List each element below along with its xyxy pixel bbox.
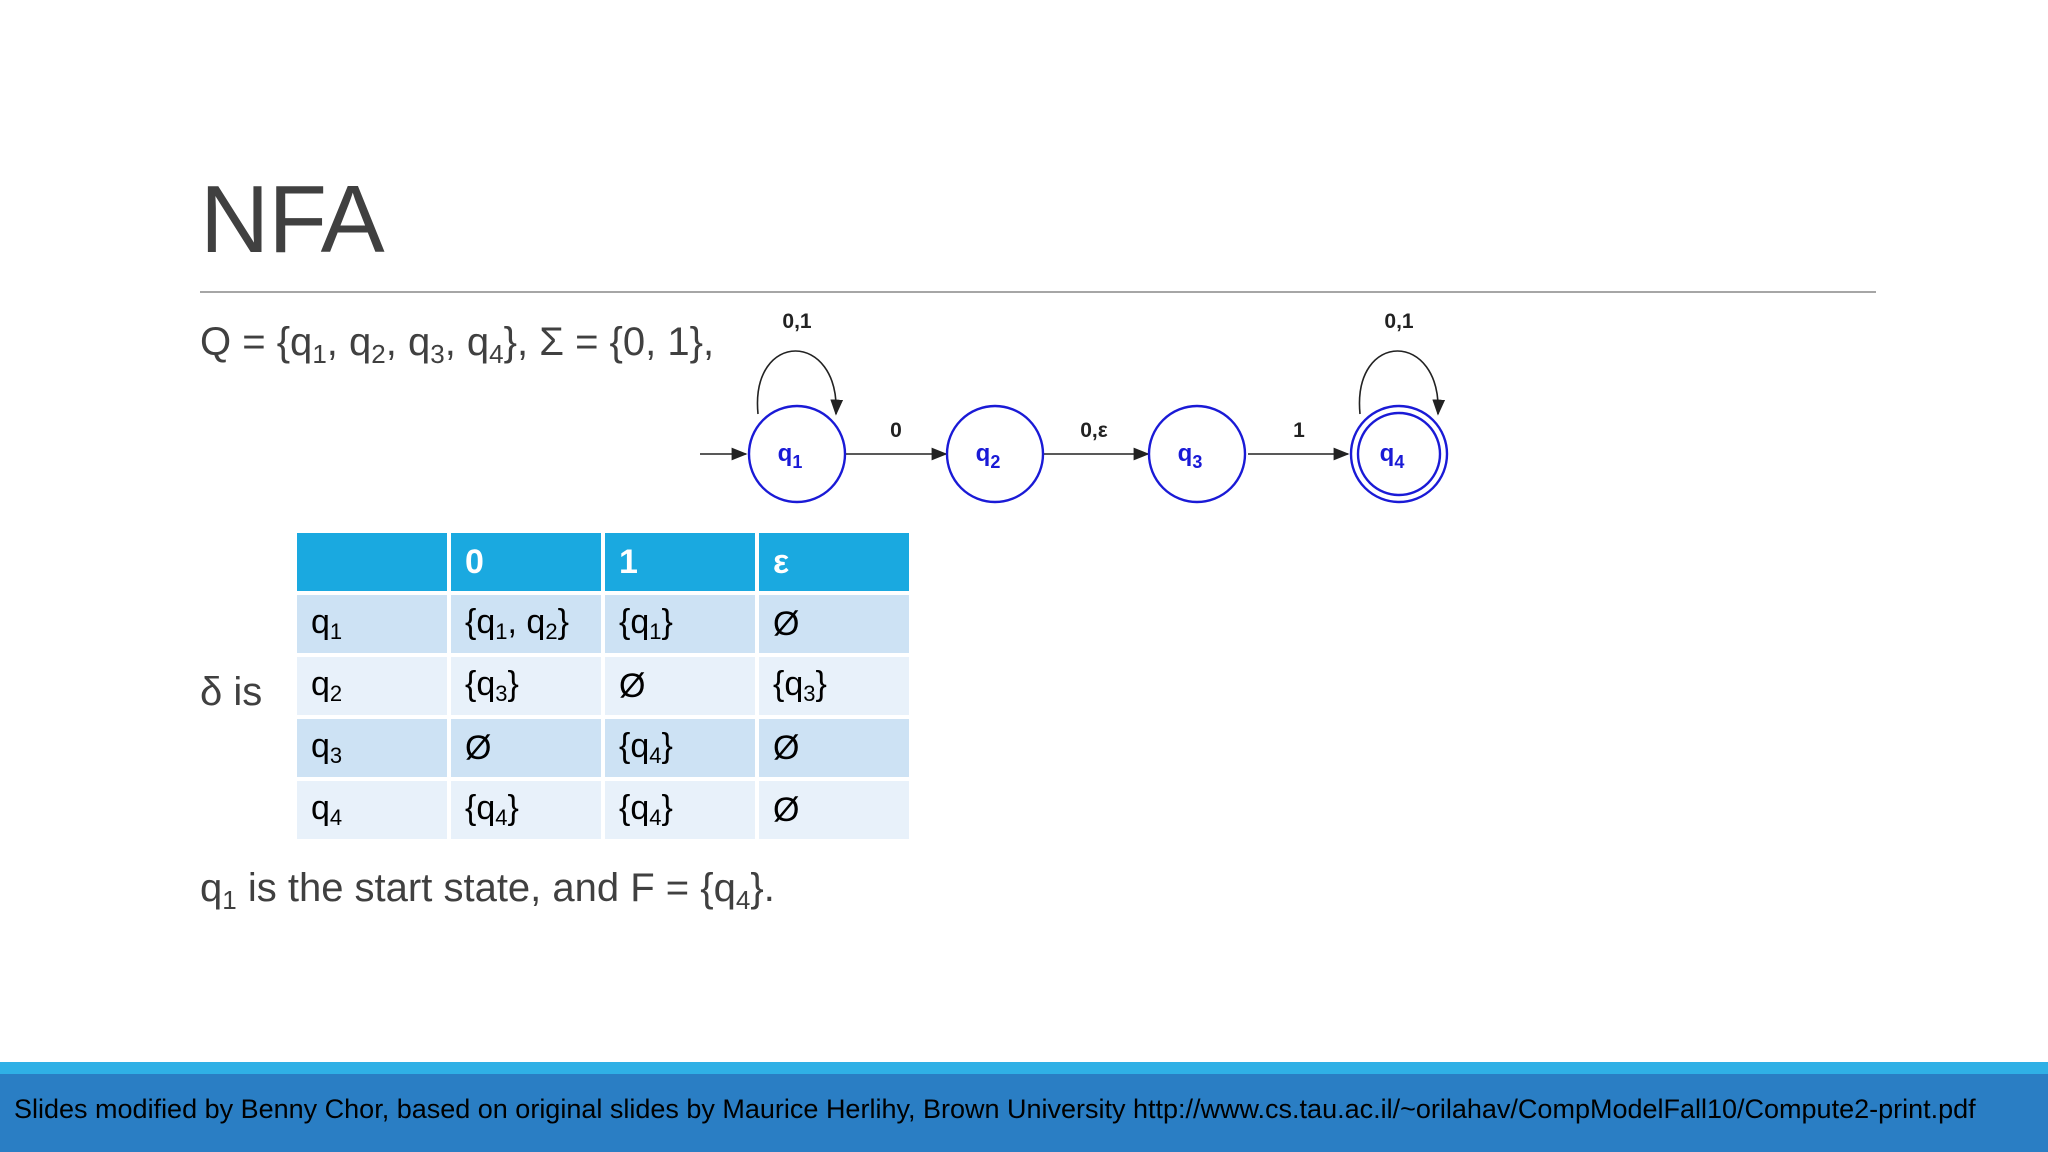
state-name: q [1177,440,1193,467]
title-divider [200,291,1876,293]
qdef-text: Q = {q [200,320,313,364]
table-cell: $\{q_3\}$ [451,657,601,715]
start-text: is the start state, and F = {q [236,866,736,910]
nfa-state-diagram [690,300,1470,520]
table-cell-state: $q_3$ [297,719,447,777]
start-text: q [200,866,223,910]
table-cell: $\{q_4\}$ [605,719,755,777]
table-header-cell: 1 [605,533,755,591]
table-header-cell: ε [759,533,909,591]
transition-label-q2-q3: 0,ε [1080,419,1108,442]
table-header-cell [297,533,447,591]
qdef-sub: 2 [371,339,386,369]
transition-label-q1-q2: 0 [890,419,902,442]
qdef-sub: 1 [312,339,327,369]
self-loop-q4 [1359,351,1438,414]
start-sub: 1 [222,885,237,915]
footer-bar [0,1074,2048,1152]
table-cell: Ø [451,719,601,777]
state-sub: 3 [1192,452,1203,472]
state-q1 [749,406,845,502]
start-sub: 4 [735,885,751,915]
loop-label-q4: 0,1 [1384,310,1414,333]
state-sub: 1 [792,452,803,472]
state-q2 [947,406,1043,502]
state-q4-accepting [1351,406,1447,502]
qdef-sub: 4 [489,339,504,369]
table-cell: Ø [759,719,909,777]
table-cell-state: $q_4$ [297,781,447,839]
state-sub: 4 [1394,452,1405,472]
table-cell: {$q_1$, $q_2$} [451,595,601,653]
table-row [297,595,909,653]
start-text: }. [750,866,775,910]
loop-label-q1: 0,1 [782,310,812,333]
table-cell: $\{q_4\}$ [451,781,601,839]
qdef-text: , q [326,320,372,364]
table-cell: Ø [759,781,909,839]
delta-label: δ is [200,670,263,714]
table-header-cell: 0 [451,533,601,591]
qdef-text: , q [444,320,490,364]
table-cell: $\{q_1\}$ [605,595,755,653]
transition-label-q3-q4: 1 [1293,419,1305,442]
table-cell: Ø [605,657,755,715]
state-sub: 2 [990,452,1001,472]
qdef-text: }, Σ = {0, 1}, [503,320,715,364]
slide-title: NFA [200,166,384,273]
self-loop-q1 [757,351,836,414]
state-name: q [777,440,793,467]
table-cell-state: $q_1$ [297,595,447,653]
transition-table [293,529,913,843]
footer-attribution: Slides modified by Benny Chor, based on original slides by Maurice Herlihy, Brown University http://www.cs.tau.ac.il/~orilahav/CompModelFall10/Compute2-print.pdf [14,1094,1976,1124]
table-row [297,781,909,839]
state-q3 [1149,406,1245,502]
table-cell: Ø [759,595,909,653]
footer-accent-stripe [0,1062,2048,1074]
table-row [297,657,909,715]
table-row [297,719,909,777]
table-cell: $\{q_3\}$ [759,657,909,715]
qdef-sub: 3 [430,339,445,369]
state-name: q [1379,440,1395,467]
table-cell-state: $q_2$ [297,657,447,715]
state-name: q [975,440,991,467]
start-and-final-states [200,868,775,913]
qdef-text: , q [385,320,431,364]
table-header-row [297,533,909,591]
state-set-definition [200,322,714,367]
table-cell: $\{q_4\}$ [605,781,755,839]
